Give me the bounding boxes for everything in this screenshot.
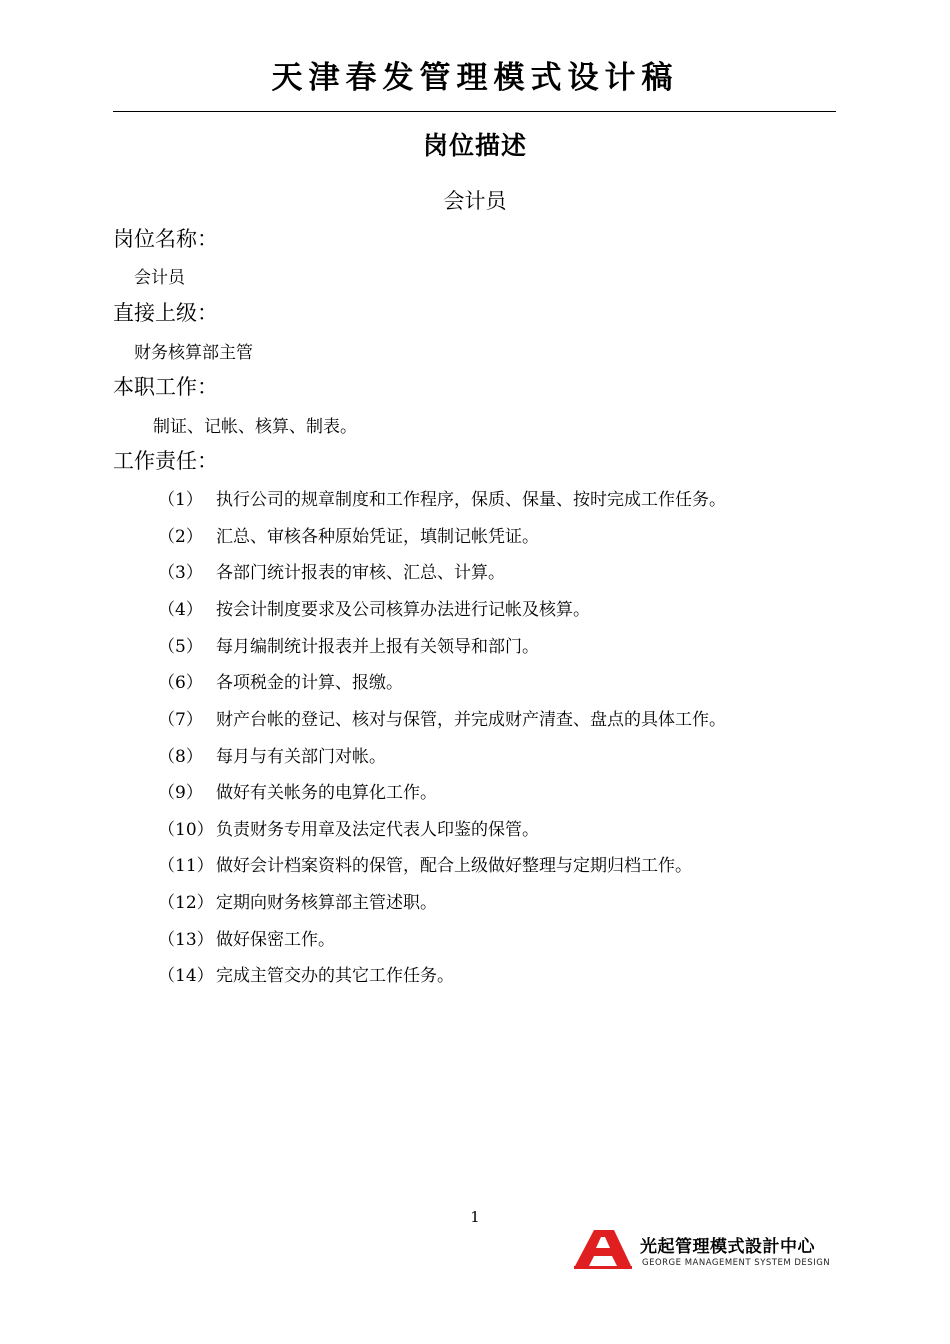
section-text-position-name: 会计员 xyxy=(134,268,185,288)
duty-item: （10） 负责财务专用章及法定代表人印鉴的保管。 xyxy=(158,820,539,840)
section-text-main-work: 制证、记帐、核算、制表。 xyxy=(153,417,357,437)
section-heading-main-work: 本职工作： xyxy=(113,375,218,399)
duty-item: （13） 做好保密工作。 xyxy=(158,930,335,950)
section-heading-supervisor: 直接上级： xyxy=(113,301,218,325)
duty-item: （3） 各部门统计报表的审核、汇总、计算。 xyxy=(158,563,505,583)
duty-item: （2） 汇总、审核各种原始凭证，填制记帐凭证。 xyxy=(158,527,539,547)
duty-item: （9） 做好有关帐务的电算化工作。 xyxy=(158,783,437,803)
duty-item: （5） 每月编制统计报表并上报有关领导和部门。 xyxy=(158,637,539,657)
header-title: 天津春发管理模式设计稿 xyxy=(271,60,679,96)
duty-item: （7） 财产台帐的登记、核对与保管，并完成财产清查、盘点的具体工作。 xyxy=(158,710,726,730)
duty-item: （11） 做好会计档案资料的保管，配合上级做好整理与定期归档工作。 xyxy=(158,856,692,876)
logo-name: 光起管理模式設計中心 xyxy=(640,1237,815,1257)
section-text-supervisor: 财务核算部主管 xyxy=(134,343,253,363)
duty-item: （6） 各项税金的计算、报缴。 xyxy=(158,673,403,693)
duty-item: （4） 按会计制度要求及公司核算办法进行记帐及核算。 xyxy=(158,600,590,620)
header-divider xyxy=(113,111,836,112)
duty-item: （8） 每月与有关部门对帐。 xyxy=(158,747,386,767)
duty-item: （14） 完成主管交办的其它工作任务。 xyxy=(158,966,454,986)
company-logo xyxy=(574,1226,844,1270)
logo-a-icon xyxy=(574,1228,634,1270)
page-number: 1 xyxy=(470,1208,480,1226)
section-heading-position-name: 岗位名称： xyxy=(113,227,218,251)
document-title: 岗位描述 xyxy=(422,131,527,160)
logo-subtitle: GEORGE MANAGEMENT SYSTEM DESIGN xyxy=(642,1258,831,1268)
duty-item: （12） 定期向财务核算部主管述职。 xyxy=(158,893,437,913)
position-name: 会计员 xyxy=(443,189,507,213)
section-heading-responsibilities: 工作责任： xyxy=(113,449,218,473)
duty-item: （1） 执行公司的规章制度和工作程序，保质、保量、按时完成工作任务。 xyxy=(158,490,726,510)
